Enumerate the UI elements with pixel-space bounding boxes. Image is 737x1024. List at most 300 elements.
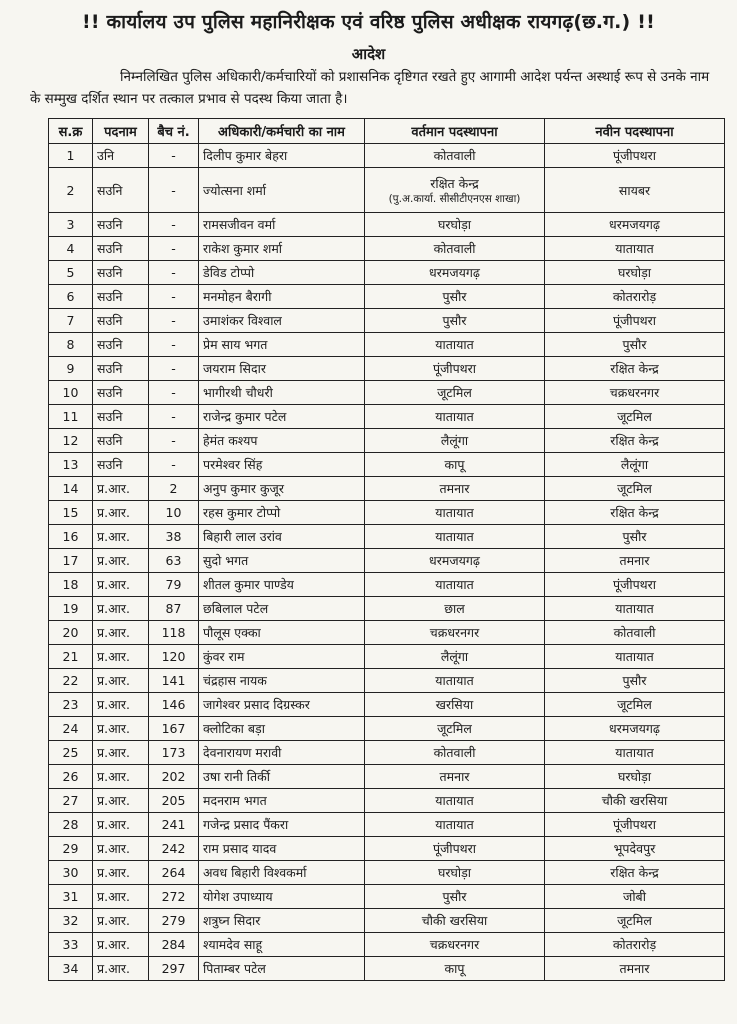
cell-batch: [149, 933, 199, 957]
cell-current-posting-text: पुसौर: [442, 889, 467, 904]
cell-serial: [49, 429, 93, 453]
cell-name-text: दिलीप कुमार बेहरा: [203, 148, 288, 163]
cell-name-text: रहस कुमार टोप्पो: [203, 505, 281, 520]
cell-new-posting: [545, 573, 725, 597]
table-row: [49, 477, 725, 501]
cell-batch-text: -: [171, 241, 176, 256]
table-header-row: [49, 119, 725, 144]
cell-serial: [49, 861, 93, 885]
cell-name-text: उमाशंकर विश्वाल: [203, 313, 282, 328]
cell-new-posting: [545, 405, 725, 429]
cell-batch-text: -: [171, 337, 176, 352]
cell-name-text: भागीरथी चौधरी: [203, 385, 273, 400]
cell-current-posting-text: यातायात: [435, 577, 474, 592]
cell-name-text: सुदो भगत: [203, 553, 249, 568]
cell-current-posting: [365, 405, 545, 429]
cell-batch: [149, 213, 199, 237]
cell-post-text: उनि: [97, 148, 115, 163]
cell-name: [199, 933, 365, 957]
cell-new-posting-text: रक्षित केन्द्र: [610, 865, 659, 880]
cell-batch: [149, 669, 199, 693]
cell-post-text: प्र.आर.: [97, 745, 130, 760]
cell-post-text: प्र.आर.: [97, 889, 130, 904]
cell-post-text: प्र.आर.: [97, 817, 130, 832]
cell-serial: [49, 741, 93, 765]
cell-batch-text: -: [171, 433, 176, 448]
cell-batch: [149, 453, 199, 477]
cell-current-posting: [365, 789, 545, 813]
cell-new-posting: [545, 957, 725, 981]
cell-new-posting: [545, 717, 725, 741]
cell-current-posting: [365, 357, 545, 381]
cell-name: [199, 837, 365, 861]
cell-serial: [49, 717, 93, 741]
cell-serial-text: 7: [66, 313, 75, 328]
cell-batch-text: 63: [165, 553, 182, 568]
cell-new-posting-text: पुसौर: [622, 529, 647, 544]
cell-name: [199, 597, 365, 621]
cell-current-posting: [365, 693, 545, 717]
cell-new-posting: [545, 645, 725, 669]
cell-name-text: पिताम्बर पटेल: [203, 961, 266, 976]
cell-post: [93, 813, 149, 837]
cell-serial: [49, 477, 93, 501]
cell-post-text: प्र.आर.: [97, 961, 130, 976]
cell-batch: [149, 549, 199, 573]
cell-serial-text: 2: [66, 182, 75, 198]
cell-post: [93, 429, 149, 453]
cell-current-posting: [365, 453, 545, 477]
cell-serial-text: 19: [62, 601, 79, 616]
table-row: [49, 669, 725, 693]
cell-post: [93, 693, 149, 717]
cell-batch: [149, 693, 199, 717]
cell-serial: [49, 837, 93, 861]
cell-post: [93, 309, 149, 333]
cell-name-text: राकेश कुमार शर्मा: [203, 241, 283, 256]
cell-batch-text: -: [171, 385, 176, 400]
cell-serial-text: 22: [62, 673, 79, 688]
cell-new-posting: [545, 861, 725, 885]
table-row: [49, 237, 725, 261]
cell-new-posting: [545, 213, 725, 237]
cell-post-text: प्र.आर.: [97, 529, 130, 544]
cell-new-posting-text: यातायात: [615, 601, 654, 616]
cell-current-posting-text: पुसौर: [442, 313, 467, 328]
cell-serial-text: 1: [66, 148, 75, 163]
cell-new-posting: [545, 453, 725, 477]
table-row: [49, 597, 725, 621]
table-row: [49, 741, 725, 765]
cell-name-text: गजेन्द्र प्रसाद पैंकरा: [203, 817, 289, 832]
cell-new-posting: [545, 621, 725, 645]
cell-serial: [49, 381, 93, 405]
cell-batch-text: 141: [161, 673, 186, 688]
cell-name: [199, 573, 365, 597]
cell-new-posting-text: जूटमिल: [617, 697, 652, 712]
cell-post-text: सउनि: [97, 241, 123, 256]
table-row: [49, 885, 725, 909]
cell-current-posting-text: यातायात: [435, 673, 474, 688]
col-header-post: पदनाम: [93, 119, 149, 144]
cell-serial: [49, 885, 93, 909]
cell-batch-text: 264: [161, 865, 186, 880]
cell-new-posting-text: रक्षित केन्द्र: [610, 361, 659, 376]
cell-serial: [49, 213, 93, 237]
cell-new-posting-text: जूटमिल: [617, 481, 652, 496]
cell-batch: [149, 168, 199, 213]
cell-new-posting: [545, 381, 725, 405]
cell-name: [199, 813, 365, 837]
cell-serial-text: 34: [62, 961, 79, 976]
cell-serial-text: 30: [62, 865, 79, 880]
cell-name-text: डेविड टोप्पो: [203, 265, 255, 280]
cell-current-posting-text: धरमजयगढ़: [429, 265, 480, 280]
cell-post: [93, 909, 149, 933]
cell-batch: [149, 789, 199, 813]
cell-current-posting: [365, 669, 545, 693]
cell-name: [199, 285, 365, 309]
cell-serial: [49, 813, 93, 837]
cell-current-posting: [365, 237, 545, 261]
cell-name: [199, 381, 365, 405]
cell-current-posting-text: कापू: [444, 457, 465, 472]
cell-serial: [49, 237, 93, 261]
cell-post-text: सउनि: [97, 265, 123, 280]
cell-serial-text: 12: [62, 433, 79, 448]
cell-serial-text: 32: [62, 913, 79, 928]
cell-current-posting: [365, 573, 545, 597]
cell-current-posting: [365, 717, 545, 741]
cell-post: [93, 477, 149, 501]
cell-post: [93, 549, 149, 573]
cell-current-posting: [365, 813, 545, 837]
table-row: [49, 933, 725, 957]
cell-new-posting-text: रक्षित केन्द्र: [610, 505, 659, 520]
cell-new-posting: [545, 909, 725, 933]
cell-batch: [149, 381, 199, 405]
table-row: [49, 861, 725, 885]
cell-batch-text: 118: [161, 625, 186, 640]
cell-new-posting-text: सायबर: [618, 182, 651, 198]
cell-current-posting-text: जूटमिल: [437, 385, 472, 400]
cell-new-posting-text: पूंजीपथरा: [612, 148, 657, 163]
cell-name-text: ज्योत्सना शर्मा: [203, 182, 267, 198]
cell-new-posting-text: जूटमिल: [617, 409, 652, 424]
cell-new-posting-text: तमनार: [619, 961, 650, 976]
cell-serial-text: 20: [62, 625, 79, 640]
cell-serial: [49, 309, 93, 333]
cell-post: [93, 789, 149, 813]
cell-batch: [149, 645, 199, 669]
cell-current-posting-text: चौकी खरसिया: [421, 913, 488, 928]
cell-serial-text: 16: [62, 529, 79, 544]
col-header-serial: स.क्र: [49, 119, 93, 144]
cell-current-posting: [365, 381, 545, 405]
cell-current-posting: [365, 213, 545, 237]
order-heading: आदेश: [351, 45, 386, 63]
cell-name: [199, 693, 365, 717]
cell-new-posting-text: जूटमिल: [617, 913, 652, 928]
cell-name: [199, 525, 365, 549]
cell-current-posting: [365, 429, 545, 453]
cell-serial-text: 5: [66, 265, 75, 280]
cell-batch: [149, 333, 199, 357]
cell-serial: [49, 765, 93, 789]
cell-post: [93, 621, 149, 645]
cell-new-posting-text: यातायात: [615, 649, 654, 664]
cell-name: [199, 789, 365, 813]
cell-batch-text: -: [171, 182, 176, 198]
cell-serial-text: 13: [62, 457, 79, 472]
table-body: [49, 144, 725, 981]
table-row: [49, 357, 725, 381]
cell-serial: [49, 549, 93, 573]
cell-name: [199, 549, 365, 573]
cell-current-posting-text: लैलूंगा: [440, 649, 469, 664]
cell-name-text: अवध बिहारी विश्वकर्मा: [203, 865, 307, 880]
cell-post-text: प्र.आर.: [97, 625, 130, 640]
cell-new-posting-text: धरमजयगढ़: [609, 217, 660, 232]
cell-serial-text: 23: [62, 697, 79, 712]
cell-batch-text: 173: [161, 745, 186, 760]
cell-new-posting: [545, 669, 725, 693]
cell-current-posting-text: लैलूंगा: [440, 433, 469, 448]
cell-name: [199, 477, 365, 501]
table-row: [49, 429, 725, 453]
cell-post: [93, 144, 149, 168]
table-row: [49, 501, 725, 525]
cell-current-posting-text: यातायात: [435, 817, 474, 832]
cell-serial-text: 15: [62, 505, 79, 520]
cell-batch: [149, 909, 199, 933]
cell-post: [93, 285, 149, 309]
cell-new-posting-text: यातायात: [615, 745, 654, 760]
cell-new-posting: [545, 693, 725, 717]
cell-post-text: सउनि: [97, 409, 123, 424]
cell-serial: [49, 789, 93, 813]
cell-current-posting-text: यातायात: [435, 409, 474, 424]
cell-post-text: प्र.आर.: [97, 913, 130, 928]
cell-name: [199, 861, 365, 885]
cell-name-text: कुंवर राम: [203, 649, 245, 664]
cell-name: [199, 237, 365, 261]
cell-post-text: सउनि: [97, 337, 123, 352]
cell-new-posting: [545, 837, 725, 861]
cell-batch-text: -: [171, 361, 176, 376]
cell-current-posting: [365, 933, 545, 957]
cell-post: [93, 237, 149, 261]
cell-name-text: योगेश उपाध्याय: [203, 889, 273, 904]
table-row: [49, 405, 725, 429]
cell-name-text: राम प्रसाद यादव: [203, 841, 277, 856]
cell-name-text: उषा रानी तिर्की: [203, 769, 270, 784]
cell-name-text: देवनारायण मरावी: [203, 745, 282, 760]
table-row: [49, 549, 725, 573]
cell-batch-text: -: [171, 289, 176, 304]
table-row: [49, 285, 725, 309]
cell-post: [93, 453, 149, 477]
cell-post: [93, 357, 149, 381]
cell-post-text: सउनि: [97, 433, 123, 448]
col-header-batch: बैच नं.: [149, 119, 199, 144]
cell-current-posting: [365, 333, 545, 357]
cell-new-posting: [545, 885, 725, 909]
cell-post-text: प्र.आर.: [97, 793, 130, 808]
cell-batch-text: -: [171, 457, 176, 472]
cell-post: [93, 168, 149, 213]
cell-name-text: पौलूस एक्का: [203, 625, 261, 640]
cell-serial-text: 24: [62, 721, 79, 736]
cell-current-posting-text: कोतवाली: [433, 745, 476, 760]
cell-post-text: सउनि: [97, 217, 123, 232]
cell-post: [93, 525, 149, 549]
cell-name: [199, 717, 365, 741]
cell-batch-text: 284: [161, 937, 186, 952]
cell-post-text: सउनि: [97, 457, 123, 472]
cell-post: [93, 333, 149, 357]
cell-name: [199, 645, 365, 669]
cell-new-posting-text: धरमजयगढ़: [609, 721, 660, 736]
cell-batch: [149, 144, 199, 168]
cell-batch-text: 2: [169, 481, 178, 496]
cell-batch-text: 79: [165, 577, 182, 592]
cell-name: [199, 741, 365, 765]
cell-post-text: सउनि: [97, 385, 123, 400]
cell-name-text: बिहारी लाल उरांव: [203, 529, 282, 544]
cell-serial-text: 17: [62, 553, 79, 568]
cell-post-text: प्र.आर.: [97, 649, 130, 664]
cell-batch-text: 279: [161, 913, 186, 928]
cell-current-posting: [365, 861, 545, 885]
cell-new-posting-text: कोतरारोड़: [612, 937, 657, 952]
cell-current-posting-text: तमनार: [439, 769, 470, 784]
cell-current-posting: [365, 525, 545, 549]
cell-serial-text: 21: [62, 649, 79, 664]
table-row: [49, 573, 725, 597]
cell-serial: [49, 645, 93, 669]
cell-batch: [149, 237, 199, 261]
cell-batch: [149, 957, 199, 981]
cell-serial-text: 31: [62, 889, 79, 904]
cell-name-text: शीतल कुमार पाण्डेय: [203, 577, 294, 592]
table-row: [49, 837, 725, 861]
cell-new-posting: [545, 789, 725, 813]
transfer-table: [48, 118, 725, 981]
cell-new-posting: [545, 765, 725, 789]
cell-post: [93, 405, 149, 429]
cell-current-posting: [365, 837, 545, 861]
cell-current-posting: [365, 621, 545, 645]
cell-new-posting-text: यातायात: [615, 241, 654, 256]
cell-new-posting-text: तमनार: [619, 553, 650, 568]
cell-serial: [49, 621, 93, 645]
cell-name: [199, 309, 365, 333]
cell-post-text: प्र.आर.: [97, 481, 130, 496]
cell-serial: [49, 333, 93, 357]
cell-new-posting: [545, 285, 725, 309]
cell-serial: [49, 501, 93, 525]
cell-post: [93, 669, 149, 693]
cell-current-posting: [365, 765, 545, 789]
cell-new-posting: [545, 477, 725, 501]
cell-batch: [149, 765, 199, 789]
cell-batch-text: 272: [161, 889, 186, 904]
cell-post-text: प्र.आर.: [97, 721, 130, 736]
cell-current-posting: [365, 909, 545, 933]
cell-batch-text: 87: [165, 601, 182, 616]
cell-name: [199, 357, 365, 381]
cell-batch: [149, 717, 199, 741]
cell-new-posting-text: चक्रधरनगर: [609, 385, 660, 400]
cell-name-text: जयराम सिदार: [203, 361, 266, 376]
cell-new-posting: [545, 741, 725, 765]
cell-new-posting: [545, 237, 725, 261]
col-header-name: अधिकारी/कर्मचारी का नाम: [199, 119, 365, 144]
cell-post-text: प्र.आर.: [97, 937, 130, 952]
cell-serial-text: 3: [66, 217, 75, 232]
cell-current-posting-text: कोतवाली: [433, 148, 476, 163]
cell-batch: [149, 861, 199, 885]
cell-post: [93, 261, 149, 285]
table-row: [49, 693, 725, 717]
cell-current-posting-text: छाल: [444, 601, 465, 616]
cell-name: [199, 621, 365, 645]
cell-serial-text: 18: [62, 577, 79, 592]
table-row: [49, 168, 725, 213]
cell-batch-text: -: [171, 265, 176, 280]
cell-batch: [149, 741, 199, 765]
cell-current-posting-text: यातायात: [435, 529, 474, 544]
cell-name: [199, 213, 365, 237]
cell-current-posting-text: यातायात: [435, 793, 474, 808]
cell-new-posting: [545, 525, 725, 549]
cell-current-posting-text: कापू: [444, 961, 465, 976]
cell-batch-text: 297: [161, 961, 186, 976]
cell-new-posting-text: पूंजीपथरा: [612, 577, 657, 592]
cell-new-posting-text: जोबी: [623, 889, 646, 904]
cell-post-text: प्र.आर.: [97, 553, 130, 568]
cell-batch-text: 202: [161, 769, 186, 784]
cell-batch-text: 167: [161, 721, 186, 736]
cell-post-text: प्र.आर.: [97, 577, 130, 592]
cell-current-posting-text: पूंजीपथरा: [432, 361, 477, 376]
cell-batch-text: 241: [161, 817, 186, 832]
cell-serial-text: 25: [62, 745, 79, 760]
cell-serial: [49, 525, 93, 549]
cell-current-posting-text: धरमजयगढ़: [429, 553, 480, 568]
cell-name-text: मदनराम भगत: [203, 793, 267, 808]
cell-current-posting-text: तमनार: [439, 481, 470, 496]
cell-current-posting-text: घरघोड़ा: [437, 865, 472, 880]
cell-name-text: मनमोहन बैरागी: [203, 289, 272, 304]
cell-name: [199, 168, 365, 213]
cell-new-posting-text: कोतरारोड़: [612, 289, 657, 304]
cell-serial-text: 26: [62, 769, 79, 784]
cell-post: [93, 381, 149, 405]
cell-batch: [149, 285, 199, 309]
cell-batch: [149, 429, 199, 453]
cell-new-posting-text: कोतवाली: [613, 625, 656, 640]
cell-post: [93, 213, 149, 237]
cell-post: [93, 861, 149, 885]
cell-name-text: चंद्रहास नायक: [203, 673, 267, 688]
cell-serial-text: 10: [62, 385, 79, 400]
cell-batch: [149, 357, 199, 381]
cell-name: [199, 669, 365, 693]
table-row: [49, 789, 725, 813]
cell-name: [199, 429, 365, 453]
